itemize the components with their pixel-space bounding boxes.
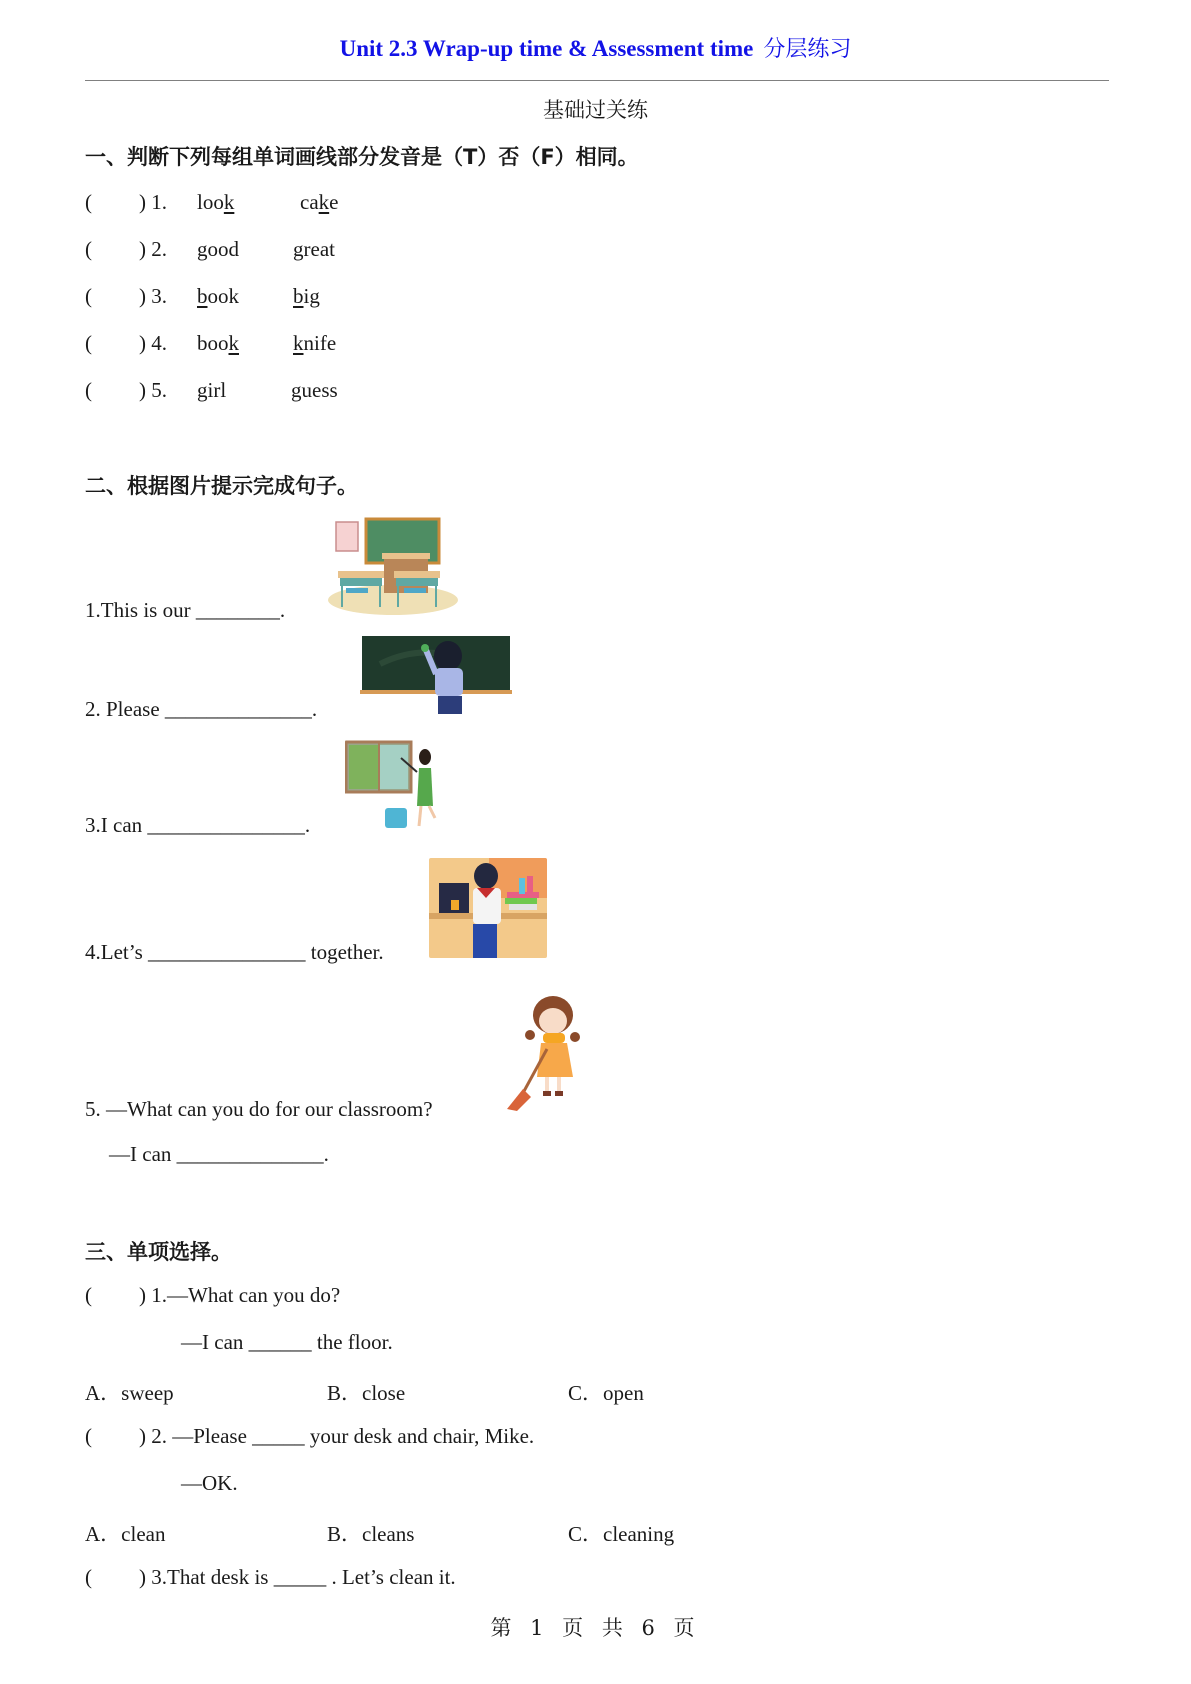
question-1-option-a[interactable]: A．sweep (85, 1381, 174, 1405)
list-item (85, 331, 337, 356)
word-1 (197, 331, 239, 356)
question-3-stem (85, 1565, 456, 1590)
answer-blank[interactable]: ( (85, 331, 92, 355)
item-number: ) 5. (139, 378, 167, 402)
question-text: ) 3.That desk is _____ . Let’s clean it. (139, 1565, 456, 1589)
answer-blank[interactable]: ( (85, 284, 92, 308)
classroom-picture (326, 515, 460, 617)
word-part: ca (300, 190, 319, 214)
question-text: ) 2. —Please _____ your desk and chair, Mike. (139, 1424, 535, 1448)
header-divider (85, 80, 1109, 81)
sentence-5-answer: —I can ______________. (109, 1142, 329, 1166)
question-text: ) 1.—What can you do? (139, 1283, 341, 1307)
section1-heading: 一、判断下列每组单词画线部分发音是（T）否（F）相同。 (85, 145, 639, 169)
answer-blank[interactable]: ( (85, 378, 92, 402)
question-2-reply: —OK. (181, 1471, 238, 1495)
word-part: ood (207, 237, 239, 261)
word-2 (293, 331, 336, 356)
sentence-5-question: 5. —What can you do for our classroom? (85, 1097, 433, 1121)
answer-blank[interactable]: ( (85, 237, 92, 261)
word-2 (291, 378, 338, 403)
section2-heading: 二、根据图片提示完成句子。 (85, 474, 358, 498)
question-1-reply: —I can ______ the floor. (181, 1330, 393, 1354)
page-number: 第 1 页 共 6 页 (490, 1616, 701, 1640)
underlined-letters: b (197, 284, 208, 308)
answer-blank[interactable]: ( (85, 1565, 92, 1589)
underlined-letters: g (293, 237, 304, 261)
answer-blank[interactable]: ( (85, 1424, 92, 1448)
underlined-letters: g (291, 378, 302, 402)
question-2-option-b[interactable]: B．cleans (327, 1522, 415, 1546)
word-1 (197, 190, 234, 215)
underlined-letters: k (293, 331, 304, 355)
underlined-letters: g (197, 378, 208, 402)
question-2-option-a[interactable]: A．clean (85, 1522, 166, 1546)
list-item (85, 378, 338, 403)
word-1 (197, 237, 239, 262)
word-part: loo (197, 190, 224, 214)
word-part: reat (303, 237, 335, 261)
title-english: Unit 2.3 Wrap-up time & Assessment time (339, 36, 754, 61)
item-number: ) 3. (139, 284, 167, 308)
question-2-stem (85, 1424, 534, 1449)
word-part: uess (301, 378, 338, 402)
word-part: ook (207, 284, 239, 308)
document-title (0, 32, 1191, 63)
sentence-2: 2. Please ______________. (85, 697, 318, 721)
section3-heading: 三、单项选择。 (85, 1240, 232, 1264)
question-2-option-c[interactable]: C．cleaning (568, 1522, 675, 1546)
boy-cleaning-blackboard-picture (360, 634, 512, 716)
question-1-option-c[interactable]: C．open (568, 1381, 644, 1405)
item-number: ) 4. (139, 331, 167, 355)
word-1 (197, 378, 226, 403)
sentence-1: 1.This is our ________. (85, 598, 286, 622)
underlined-letters: g (197, 237, 208, 261)
underlined-letters: b (293, 284, 304, 308)
sentence-4: 4.Let’s _______________ together. (85, 940, 384, 964)
underlined-letters: k (318, 190, 330, 214)
word-2 (293, 284, 320, 309)
word-part: irl (207, 378, 227, 402)
item-number: ) 2. (139, 237, 167, 261)
subtitle: 基础过关练 (543, 98, 648, 122)
boy-arranging-books-picture (429, 858, 547, 958)
girl-sweeping-picture (503, 993, 587, 1111)
word-part: ig (303, 284, 320, 308)
list-item (85, 237, 335, 262)
answer-blank[interactable]: ( (85, 190, 92, 214)
question-1-option-b[interactable]: B．close (327, 1381, 406, 1405)
word-1 (197, 284, 239, 309)
word-part: boo (197, 331, 229, 355)
word-part: nife (303, 331, 337, 355)
word-part: e (329, 190, 339, 214)
word-2 (300, 190, 338, 215)
answer-blank[interactable]: ( (85, 1283, 92, 1307)
underlined-letters: k (223, 190, 235, 214)
title-chinese: 分层练习 (763, 37, 852, 62)
list-item (85, 284, 320, 309)
sentence-3: 3.I can _______________. (85, 813, 311, 837)
list-item (85, 190, 339, 215)
underlined-letters: k (228, 331, 239, 355)
item-number: ) 1. (139, 190, 167, 214)
word-2 (293, 237, 335, 262)
girl-cleaning-window-picture (345, 740, 443, 832)
question-1-stem (85, 1283, 340, 1308)
